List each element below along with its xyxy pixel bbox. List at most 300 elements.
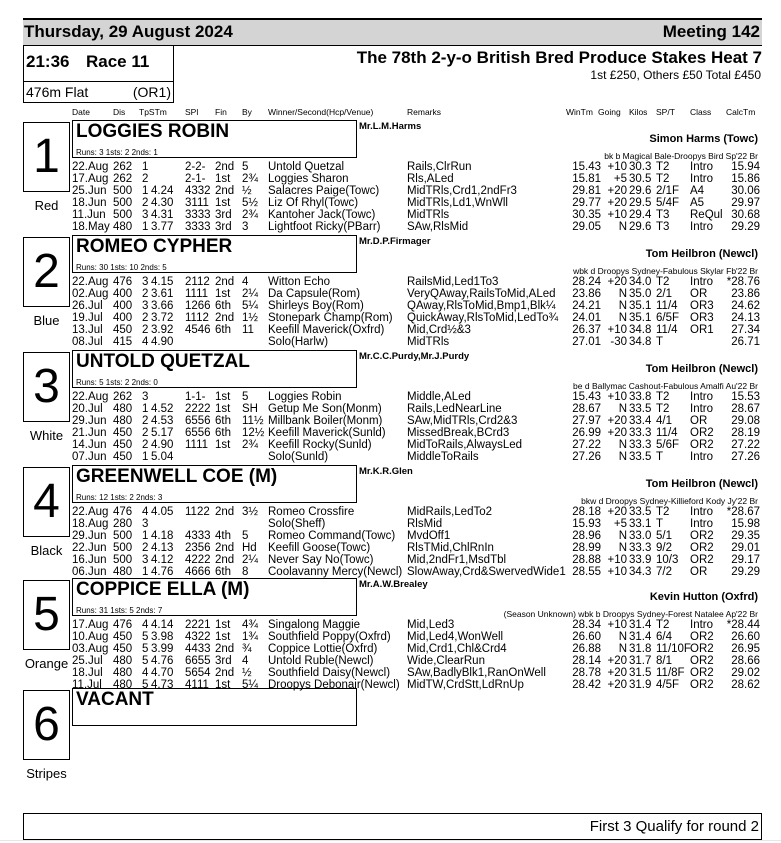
form-spl: 2-2-: [185, 161, 206, 173]
form-row: [0, 197, 781, 209]
form-by: Hd: [242, 541, 257, 554]
form-cls: OR3: [690, 299, 714, 312]
form-going: +5: [613, 172, 627, 185]
form-date: 22.Jun: [72, 541, 107, 554]
form-winner: Salacres Paige(Towc): [268, 184, 380, 197]
form-by: 11: [242, 323, 254, 336]
form-spt: T: [656, 517, 664, 530]
form-spl: 2222: [185, 402, 211, 415]
form-going: +10: [607, 565, 627, 578]
form-winner: Untold Quetzal: [268, 161, 345, 173]
col-header-spl: SPl: [185, 107, 199, 117]
form-going: +20: [607, 196, 627, 209]
form-dis: 400: [113, 299, 133, 312]
form-going: +20: [607, 666, 627, 679]
form-st: 4.31: [151, 208, 174, 221]
form-by: 5¼: [242, 678, 258, 691]
form-calc: 29.29: [731, 565, 760, 578]
form-kilos: 34.8: [629, 335, 652, 348]
form-remarks: QAway,RlsToMid,Bmp1,Blk¼: [407, 299, 556, 312]
form-fin: 4th: [215, 529, 231, 542]
col-header-going: Going: [598, 107, 621, 117]
form-by: SH: [242, 402, 258, 415]
form-wintm: 26.37: [572, 323, 601, 336]
form-going: N: [618, 220, 627, 233]
form-wintm: 29.05: [572, 220, 601, 233]
form-winner: Loggies Robin: [268, 391, 342, 403]
breeding-info: bkw d Droopys Sydney-Killieford Kody Jy'22 Br: [581, 496, 758, 506]
form-wintm: 28.14: [572, 654, 601, 667]
form-calc: 28.67: [731, 402, 760, 415]
form-cls: A5: [690, 196, 705, 209]
form-date: 16.Jun: [72, 553, 107, 566]
form-row: [0, 173, 781, 185]
col-header-dis: Dis: [113, 107, 126, 117]
form-winner: Keefill Rocky(Sunld): [268, 438, 372, 451]
trap-number: 2: [33, 245, 60, 298]
race-grade: (OR1): [132, 84, 171, 100]
form-kilos: 34.0: [629, 276, 652, 288]
form-date: 11.Jun: [72, 208, 106, 221]
form-fin: 6th: [215, 565, 231, 578]
meeting-number: Meeting 142: [662, 22, 760, 41]
form-wintm: 15.43: [572, 161, 601, 173]
form-remarks: MidTRls,Crd1,2ndFr3: [407, 184, 517, 197]
runner-name: UNTOLD QUETZAL: [76, 351, 250, 372]
trap-colour: White: [29, 428, 64, 443]
form-date: 25.Jun: [72, 184, 107, 197]
form-row: [0, 655, 781, 667]
form-dis: 450: [113, 630, 133, 643]
form-going: +10: [607, 619, 627, 631]
form-spl: 3111: [185, 196, 209, 209]
form-st: 3.98: [151, 630, 174, 643]
form-fin: 6th: [215, 426, 231, 439]
form-date: 22.Aug: [72, 276, 109, 288]
form-winner: Singalong Maggie: [268, 619, 361, 631]
form-kilos: 33.3: [629, 438, 652, 451]
form-date: 17.Aug: [72, 172, 109, 185]
form-calc: 27.34: [731, 323, 760, 336]
form-row: [0, 506, 781, 518]
form-tp: 3: [142, 208, 149, 221]
form-spl: 1266: [185, 299, 211, 312]
form-tp: 5: [142, 642, 149, 655]
form-dis: 450: [113, 642, 133, 655]
form-winner: Shirleys Boy(Rom): [268, 299, 364, 312]
runner-name-box: [72, 350, 357, 388]
trap-colour: Orange: [24, 656, 69, 671]
form-calc: 29.01: [731, 541, 760, 554]
form-dis: 500: [113, 529, 133, 542]
form-cls: OR2: [690, 529, 714, 542]
form-spt: T2: [656, 172, 670, 185]
form-remarks: SlowAway,Crd&SwervedWide1: [407, 565, 566, 578]
form-date: 11.Jul: [72, 678, 102, 691]
breeding-info: be d Ballymac Cashout-Fabulous Amalfi Au'22 Br: [573, 381, 758, 391]
form-cls: OR1: [690, 323, 714, 336]
form-winner: Droopys Debonair(Newcl): [268, 678, 400, 691]
form-going: N: [618, 287, 627, 300]
form-dis: 450: [113, 323, 133, 336]
form-remarks: MvdOff1: [407, 529, 451, 542]
form-row: [0, 403, 781, 415]
form-going: N: [618, 438, 627, 451]
form-wintm: 28.99: [572, 541, 601, 554]
form-wintm: 15.81: [572, 172, 601, 185]
form-spl: 1111: [185, 438, 209, 451]
form-going: +10: [607, 161, 627, 173]
form-fin: 1st: [215, 172, 231, 185]
form-remarks: SAw,RlsMid: [407, 220, 469, 233]
form-fin: 1st: [215, 619, 231, 631]
form-dis: 280: [113, 517, 133, 530]
form-winner: Witton Echo: [268, 276, 330, 288]
form-dis: 500: [113, 196, 133, 209]
form-spl: 3333: [185, 220, 211, 233]
form-fin: 1st: [215, 287, 231, 300]
form-tp: 1: [142, 220, 149, 233]
col-header-date: Date: [72, 107, 90, 117]
form-kilos: 29.6: [629, 184, 652, 197]
form-remarks: Mid,Led4,WonWell: [407, 630, 504, 643]
form-dis: 476: [113, 276, 133, 288]
form-spl: 4433: [185, 642, 211, 655]
form-dis: 262: [113, 172, 133, 185]
form-spl: 2-1-: [185, 172, 206, 185]
form-wintm: 28.78: [572, 666, 601, 679]
form-winner: Keefill Goose(Towc): [268, 541, 371, 554]
runner-name-box: [72, 688, 357, 726]
col-header-wintm: WinTm: [566, 107, 593, 117]
form-st: 4.73: [151, 678, 174, 691]
form-winner: Coppice Lottie(Oxfrd): [268, 642, 378, 655]
form-st: 4.76: [151, 565, 174, 578]
runner-name: COPPICE ELLA (M): [76, 579, 250, 600]
form-date: 18.May: [72, 220, 110, 233]
form-going: +20: [607, 506, 627, 518]
race-date: Thursday, 29 August 2024: [24, 22, 233, 41]
form-going: +5: [613, 517, 627, 530]
form-fin: 1st: [215, 438, 231, 451]
form-spl: 4666: [185, 565, 211, 578]
form-row: [0, 643, 781, 655]
form-spt: T2: [656, 402, 670, 415]
form-date: 22.Aug: [72, 161, 109, 173]
form-kilos: 30.5: [629, 172, 652, 185]
form-cls: OR2: [690, 426, 714, 439]
form-dis: 262: [113, 161, 133, 173]
form-remarks: RlsTMid,ChlRnIn: [407, 541, 494, 554]
form-spl: 6556: [185, 426, 211, 439]
form-st: 4.90: [151, 438, 174, 451]
form-fin: 6th: [215, 299, 231, 312]
trap-box: [23, 690, 70, 760]
form-cls: Intro: [690, 450, 714, 463]
form-row: [0, 518, 781, 530]
form-spl: 6655: [185, 654, 211, 667]
form-calc: 24.62: [731, 299, 760, 312]
form-cls: OR: [690, 414, 708, 427]
form-cls: OR2: [690, 541, 714, 554]
form-spl: 1111: [185, 287, 209, 300]
form-cls: Intro: [690, 619, 714, 631]
form-kilos: 31.5: [629, 666, 652, 679]
form-spt: 9/2: [656, 541, 672, 554]
form-row: [0, 530, 781, 542]
form-remarks: MiddleToRails: [407, 450, 479, 463]
form-by: 3½: [242, 506, 258, 518]
form-row: [0, 324, 781, 336]
form-calc: 27.26: [731, 450, 760, 463]
form-spt: 2/1F: [656, 184, 680, 197]
form-wintm: 26.60: [572, 630, 601, 643]
form-row: [0, 542, 781, 554]
form-kilos: 34.8: [629, 323, 652, 336]
form-winner: Keefill Maverick(Oxfrd): [268, 323, 385, 336]
form-winner: Coolavanny Mercy(Newcl): [268, 565, 403, 578]
form-wintm: 28.18: [572, 506, 601, 518]
form-kilos: 35.0: [629, 287, 652, 300]
form-calc: 24.13: [731, 311, 760, 324]
form-spt: 4/5F: [656, 678, 680, 691]
form-tp: 3: [142, 517, 149, 530]
form-kilos: 33.0: [629, 529, 652, 542]
form-wintm: 28.24: [572, 276, 601, 288]
form-calc: 29.35: [731, 529, 760, 542]
form-calc: 15.86: [731, 172, 760, 185]
form-tp: 1: [142, 565, 149, 578]
form-tp: 3: [142, 391, 149, 403]
form-remarks: SAw,BadlyBlk1,RanOnWell: [407, 666, 546, 679]
form-remarks: SAw,MidTRls,Crd2&3: [407, 414, 518, 427]
form-dis: 400: [113, 311, 133, 324]
runner-name-box: [72, 578, 357, 616]
form-row: [0, 161, 781, 173]
form-fin: 2nd: [215, 553, 235, 566]
form-spt: 2/1: [656, 287, 672, 300]
form-wintm: 30.35: [572, 208, 601, 221]
form-row: [0, 209, 781, 221]
form-spl: 6556: [185, 414, 211, 427]
form-cls: OR3: [690, 311, 714, 324]
trainer-name: Kevin Hutton (Oxfrd): [649, 591, 758, 603]
form-row: [0, 312, 781, 324]
qualify-note: First 3 Qualify for round 2: [589, 818, 759, 835]
trap-colour: Stripes: [26, 766, 67, 781]
form-tp: 4: [142, 335, 149, 348]
form-remarks: Rails,ClrRun: [407, 161, 472, 173]
form-wintm: 29.77: [572, 196, 601, 209]
form-cls: OR2: [690, 654, 714, 667]
race-info-box: [23, 46, 174, 103]
form-fin: 2nd: [215, 276, 235, 288]
form-date: 29.Jun: [72, 529, 107, 542]
form-winner: Romeo Command(Towc): [268, 529, 396, 542]
form-tp: 3: [142, 276, 149, 288]
form-spt: 11/4: [656, 299, 678, 312]
runner-name: ROMEO CYPHER: [76, 236, 233, 257]
form-date: 17.Aug: [72, 619, 109, 631]
form-fin: 2nd: [215, 311, 235, 324]
form-kilos: 29.4: [629, 208, 652, 221]
form-wintm: 29.81: [572, 184, 601, 197]
form-tp: 5: [142, 654, 149, 667]
form-tp: 2: [142, 541, 149, 554]
form-dis: 480: [113, 402, 133, 415]
form-kilos: 35.1: [629, 311, 652, 324]
form-spl: 3333: [185, 208, 211, 221]
form-remarks: RlsMid: [407, 517, 443, 530]
form-by: 5¼: [242, 299, 258, 312]
col-header-kilos: Kilos: [629, 107, 648, 117]
form-st: 4.14: [151, 619, 174, 631]
form-date: 20.Jul: [72, 402, 103, 415]
runner-record: Runs: 5 1sts: 2 2nds: 0: [76, 378, 158, 387]
form-spt: 5/4F: [656, 196, 680, 209]
form-by: 2¼: [242, 287, 258, 300]
form-fin: 1st: [215, 402, 231, 415]
form-remarks: QuickAway,RlsToMid,LedTo¾: [407, 311, 559, 324]
race-distance: 476m Flat: [26, 84, 89, 100]
form-st: 3.92: [151, 323, 174, 336]
form-dis: 480: [113, 678, 133, 691]
col-header-calctm: CalcTm: [726, 107, 756, 117]
form-going: +20: [607, 654, 627, 667]
form-row: [0, 619, 781, 631]
form-kilos: 29.6: [629, 220, 652, 233]
form-kilos: 29.5: [629, 196, 652, 209]
form-date: 14.Jun: [72, 438, 107, 451]
trap-number: 5: [33, 588, 60, 641]
form-going: +20: [607, 276, 627, 288]
trap-colour: Blue: [33, 313, 60, 328]
form-wintm: 28.55: [572, 565, 601, 578]
form-st: 3.72: [151, 311, 174, 324]
form-date: 18.Aug: [72, 517, 109, 530]
form-calc: 30.68: [731, 208, 760, 221]
form-row: [0, 221, 781, 233]
trap-number: 6: [33, 698, 60, 751]
trap-colour: Red: [34, 198, 59, 213]
form-by: ½: [242, 184, 252, 197]
form-wintm: 26.99: [572, 426, 601, 439]
form-calc: 26.60: [731, 630, 760, 643]
form-fin: 2nd: [215, 161, 235, 173]
race-box-divider: [24, 81, 173, 82]
form-kilos: 33.9: [629, 553, 652, 566]
col-header-spt: SP/T: [656, 107, 675, 117]
form-by: 12½: [242, 426, 265, 439]
form-kilos: 31.4: [629, 630, 652, 643]
form-date: 18.Jun: [72, 196, 107, 209]
form-dis: 500: [113, 541, 133, 554]
form-st: 3.66: [151, 299, 174, 312]
form-date: 13.Jul: [72, 323, 103, 336]
form-cls: Intro: [690, 172, 714, 185]
form-cls: OR2: [690, 642, 714, 655]
trainer-name: Tom Heilbron (Newcl): [645, 248, 758, 260]
form-date: 29.Jun: [72, 414, 107, 427]
form-cls: Intro: [690, 161, 714, 173]
form-by: 2¾: [242, 172, 258, 185]
owner-name: Mr.L.M.Harms: [359, 121, 422, 132]
form-winner: Liz Of Rhyl(Towc): [268, 196, 359, 209]
form-cls: Intro: [690, 517, 714, 530]
form-tp: 2: [142, 438, 149, 451]
form-by: 11½: [242, 414, 264, 427]
form-spt: 11/4: [656, 323, 678, 336]
form-st: 4.15: [151, 276, 174, 288]
form-cls: Intro: [690, 220, 714, 233]
form-winner: Solo(Sheff): [268, 517, 326, 530]
form-winner: Southfield Daisy(Newcl): [268, 666, 391, 679]
form-dis: 400: [113, 287, 133, 300]
form-wintm: 26.88: [572, 642, 601, 655]
form-row: [0, 439, 781, 451]
form-cls: ReQul: [690, 208, 723, 221]
form-winner: Loggies Sharon: [268, 172, 349, 185]
form-fin: 3rd: [215, 220, 232, 233]
form-calc: 28.19: [731, 426, 760, 439]
form-spt: T2: [656, 161, 670, 173]
form-row: [0, 631, 781, 643]
form-cls: Intro: [690, 402, 714, 415]
col-header-remarks: Remarks: [407, 107, 442, 117]
form-tp: 2: [142, 196, 149, 209]
form-spl: 2112: [185, 276, 210, 288]
form-dis: 500: [113, 553, 133, 566]
form-st: 4.52: [151, 402, 174, 415]
form-row: [0, 667, 781, 679]
form-by: 5: [242, 529, 249, 542]
form-dis: 476: [113, 619, 133, 631]
form-row: [0, 288, 781, 300]
form-st: 4.24: [151, 184, 174, 197]
runner-name: VACANT: [76, 689, 154, 710]
form-winner: Lightfoot Ricky(PBarr): [268, 220, 381, 233]
form-st: 5.17: [151, 426, 174, 439]
owner-name: Mr.K.R.Glen: [359, 466, 413, 477]
form-tp: 2: [142, 414, 149, 427]
form-by: 8: [242, 565, 249, 578]
form-spt: T: [656, 335, 664, 348]
form-calc: 29.02: [731, 666, 760, 679]
form-row: [0, 336, 781, 348]
trainer-name: Tom Heilbron (Newcl): [645, 478, 758, 490]
form-by: 1½: [242, 311, 258, 324]
form-date: 18.Jul: [72, 666, 103, 679]
form-cls: OR2: [690, 438, 714, 451]
trap-number: 3: [33, 360, 60, 413]
form-date: 08.Jul: [72, 335, 103, 348]
form-wintm: 27.26: [572, 450, 601, 463]
form-dis: 480: [113, 666, 133, 679]
form-by: 5½: [242, 196, 258, 209]
owner-name: Mr.A.W.Brealey: [359, 579, 428, 590]
form-fin: 2nd: [215, 506, 235, 518]
form-date: 07.Jun: [72, 450, 107, 463]
form-dis: 262: [113, 391, 133, 403]
form-going: +10: [607, 208, 627, 221]
form-tp: 4: [142, 506, 149, 518]
form-winner: Da Capsule(Rom): [268, 287, 361, 300]
form-fin: 1st: [215, 630, 231, 643]
form-calc: 15.98: [731, 517, 760, 530]
form-calc: 29.08: [731, 414, 760, 427]
form-remarks: Mid,2ndFr1,MsdTbl: [407, 553, 507, 566]
form-calc: *28.76: [726, 276, 760, 288]
